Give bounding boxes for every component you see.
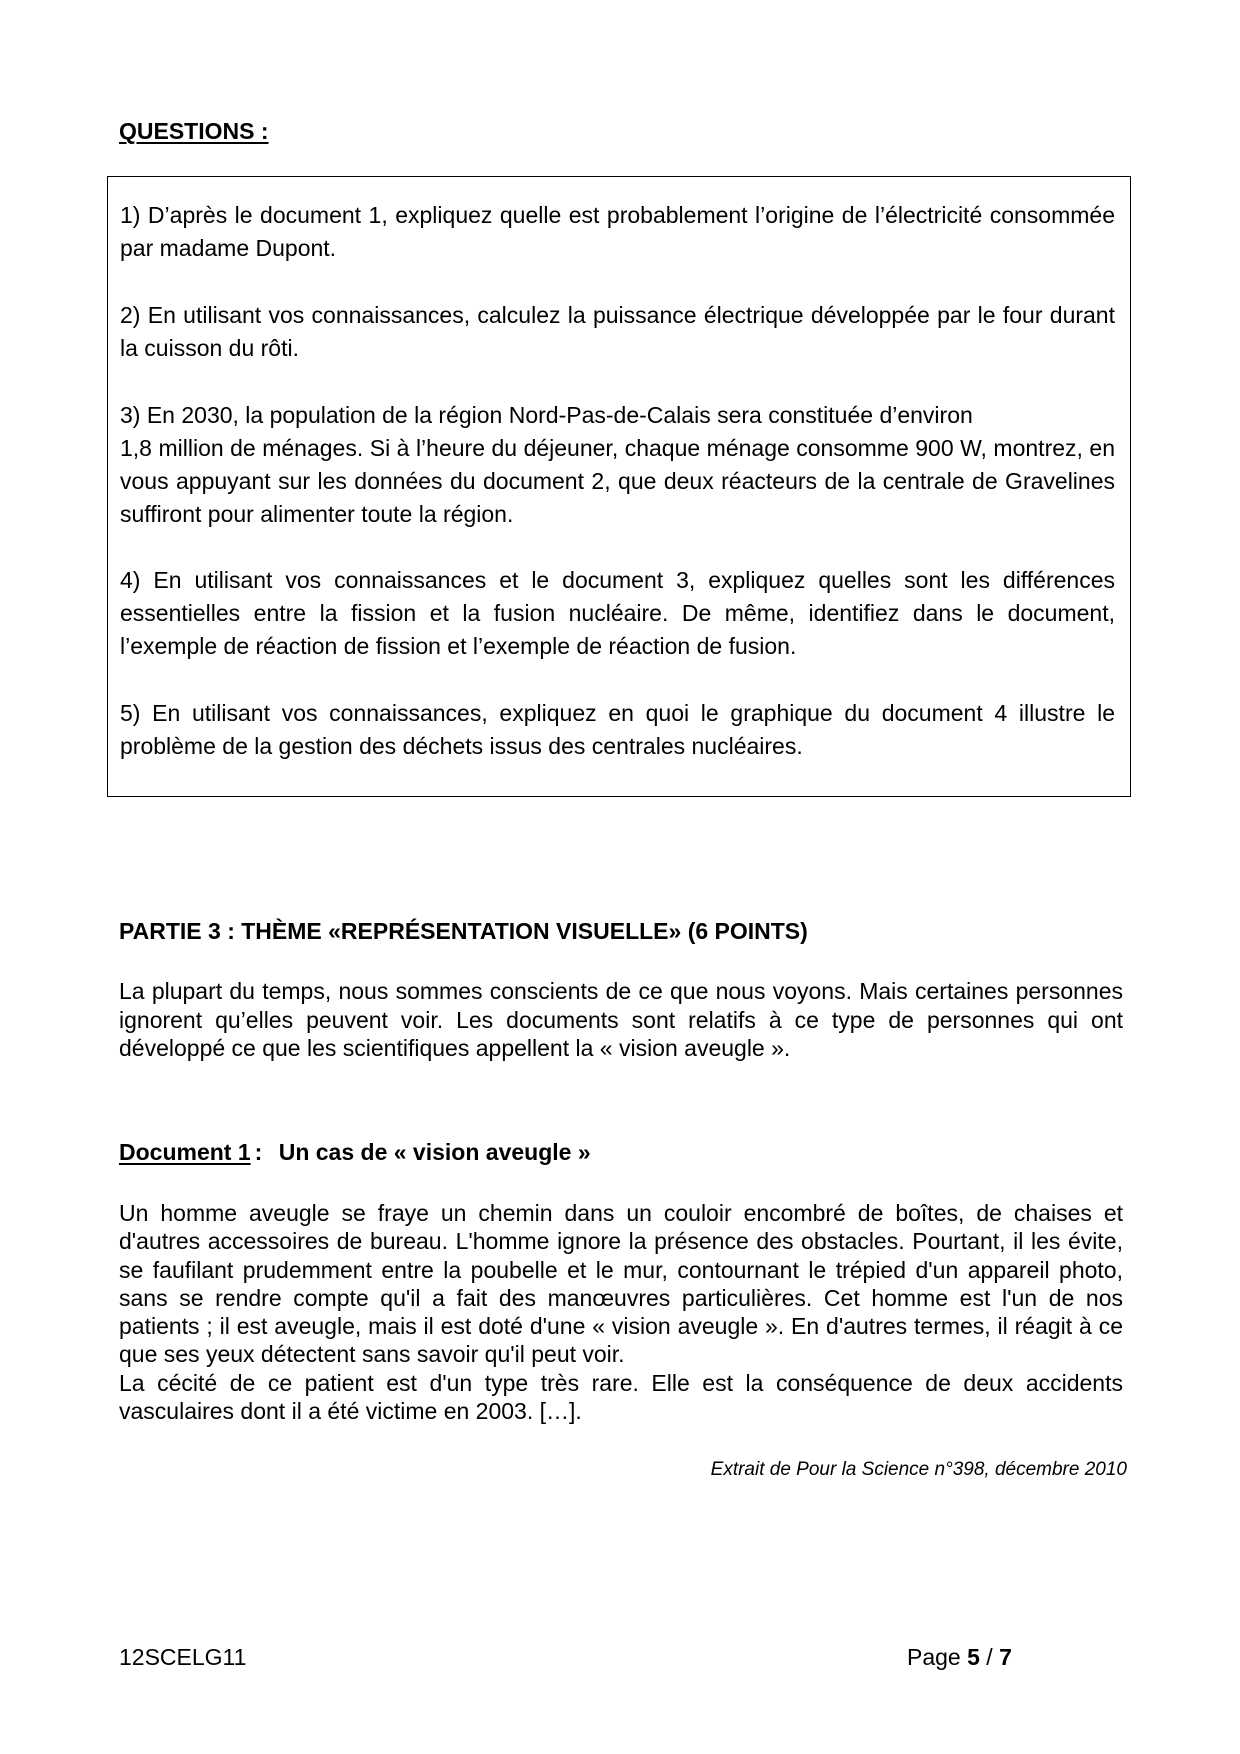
question-4: 4) En utilisant vos connaissances et le document 3, expliquez quelles sont les différences essentielles entre la fission et la fusion nucléaire. De même, identifiez dans le document, l’exemple de réaction de fission et l’exemple de réaction de fusion. [120,567,1115,659]
document-1-heading [119,1139,591,1166]
footer-page-number [907,1644,1012,1671]
question-3-line-1: 3) En 2030, la population de la région Nord-Pas-de-Calais sera constituée d’environ [120,402,973,428]
document-1-paragraph-1: Un homme aveugle se fraye un chemin dans un couloir encombré de boîtes, de chaises et d'autres accessoires de bureau. L'homme ignore la présence des obstacles. Pourtant, il les évite, se faufilant prudemment entre la poubelle et le mur, contournant le trépied d'un appareil photo, sans se rendre compte qu'il a fait des manœuvres particulières. Cet homme est l'un de nos patients ; il est aveugle, mais il est doté d'une « vision aveugle ». En d'autres termes, il réagit à ce que ses yeux détectent sans savoir qu'il peut voir. [119,1200,1123,1368]
document-1-paragraph-2: La cécité de ce patient est d'un type très rare. Elle est la conséquence de deux accidents vasculaires dont il a été victime en 2003. […]. [119,1369,1123,1425]
question-3-rest: 1,8 million de ménages. Si à l’heure du déjeuner, chaque ménage consomme 900 W, montrez, en vous appuyant sur les données du document 2, que deux réacteurs de la centrale de Gravelines suffiront pour alimenter toute la région. [120,435,1115,527]
question-2: 2) En utilisant vos connaissances, calculez la puissance électrique développée par le four durant la cuisson du rôti. [120,302,1115,361]
question-5: 5) En utilisant vos connaissances, expliquez en quoi le graphique du document 4 illustre le problème de la gestion des déchets issus des centrales nucléaires. [120,700,1115,759]
partie-3-title: PARTIE 3 : THÈME «REPRÉSENTATION VISUELLE» (6 POINTS) [119,918,808,944]
question-1: 1) D’après le document 1, expliquez quelle est probablement l’origine de l’électricité consommée par madame Dupont. [120,202,1115,261]
document-1-title: Un cas de « vision aveugle » [278,1139,591,1165]
questions-box [107,176,1131,797]
document-1-body [119,1199,1123,1425]
footer-page-label: Page [907,1644,961,1670]
footer-code: 12SCELG11 [119,1644,247,1670]
footer-page-current: 5 [967,1644,980,1670]
footer-page-total: 7 [999,1644,1012,1670]
footer-page-separator: / [986,1644,993,1670]
document-1-separator: : [254,1139,263,1165]
questions-heading: QUESTIONS : [119,118,269,144]
partie-3-intro: La plupart du temps, nous sommes conscients de ce que nous voyons. Mais certaines personnes ignorent qu’elles peuvent voir. Les documents sont relatifs à ce type de personnes qui ont développé ce que les scientifiques appellent la « vision aveugle ». [119,978,1123,1061]
document-1-label: Document 1 [119,1139,251,1165]
document-1-source: Extrait de Pour la Science n°398, décembre 2010 [710,1459,1127,1480]
question-3 [120,399,1115,531]
